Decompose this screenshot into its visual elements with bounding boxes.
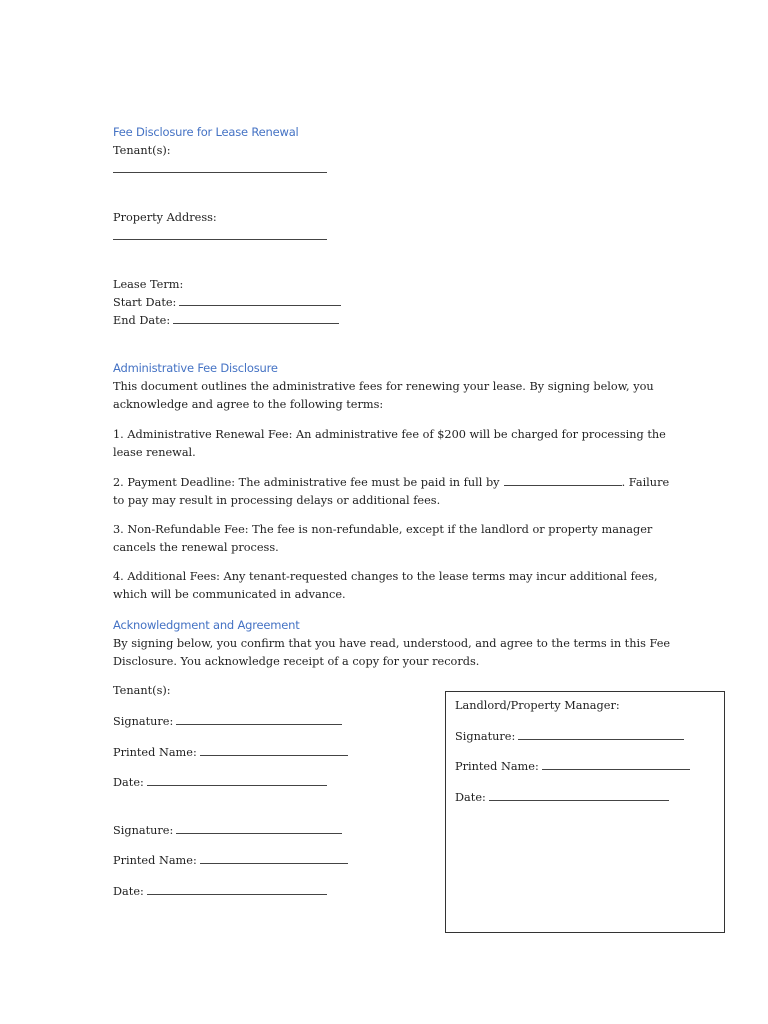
landlord-signature-blank [518, 727, 684, 740]
term-item-3: 3. Non-Refundable Fee: The fee is non-refundable, except if the landlord or property manager cancels the renewal process. [113, 523, 653, 554]
start-date-label: Start Date: [113, 296, 177, 309]
tenant-1-date-blank [147, 773, 327, 786]
acknowledgment-heading: Acknowledgment and Agreement [113, 618, 300, 632]
tenant-2-date-blank [147, 882, 327, 895]
property-address-blank-line [113, 239, 327, 240]
tenant-1-printed-name-blank [200, 743, 348, 756]
tenant-1-signature-row [113, 712, 342, 730]
term-item-2-text-a: 2. Payment Deadline: The administrative fee must be paid in full by [113, 476, 500, 489]
tenant-2-signature-blank [176, 821, 342, 834]
start-date-row [113, 293, 341, 311]
landlord-date-label: Date: [455, 791, 486, 804]
property-address-label: Property Address: [113, 211, 217, 224]
end-date-row [113, 311, 339, 329]
landlord-signature-label: Signature: [455, 730, 516, 743]
tenant-2-printed-name-blank [200, 851, 348, 864]
tenants-blank-line [113, 172, 327, 173]
tenants-label: Tenant(s): [113, 144, 171, 157]
tenant-2-printed-name-label: Printed Name: [113, 854, 197, 867]
landlord-printed-name-row [455, 757, 690, 775]
tenant-2-signature-label: Signature: [113, 824, 174, 837]
landlord-date-blank [489, 788, 669, 801]
landlord-printed-name-label: Printed Name: [455, 760, 539, 773]
term-item-4: 4. Additional Fees: Any tenant-requested changes to the lease terms may incur additional fees, which will be communicated in advance. [113, 570, 658, 601]
end-date-label: End Date: [113, 314, 171, 327]
term-item-2 [113, 473, 673, 509]
term-item-2-text-b: . Failure to pay may result in processing delays or additional fees. [113, 476, 670, 507]
tenant-2-signature-row [113, 821, 342, 839]
document-title: Fee Disclosure for Lease Renewal [113, 125, 299, 139]
tenant-1-printed-name-row [113, 743, 348, 761]
lease-term-label: Lease Term: [113, 278, 184, 291]
tenant-1-signature-label: Signature: [113, 715, 174, 728]
landlord-signature-row [455, 727, 684, 745]
end-date-blank [173, 311, 339, 324]
acknowledgment-text: By signing below, you confirm that you have read, understood, and agree to the terms in this Fee Disclosure. You acknowledge receipt of a copy for your records. [113, 637, 671, 668]
tenant-1-signature-blank [176, 712, 342, 725]
landlord-date-row [455, 788, 669, 806]
tenant-2-date-row [113, 882, 327, 900]
term-item-1: 1. Administrative Renewal Fee: An administrative fee of $200 will be charged for processing the lease renewal. [113, 428, 666, 459]
tenant-2-printed-name-row [113, 851, 348, 869]
tenant-1-date-label: Date: [113, 776, 144, 789]
landlord-printed-name-blank [542, 757, 690, 770]
tenant-signatures-label: Tenant(s): [113, 684, 171, 697]
tenant-2-date-label: Date: [113, 885, 144, 898]
landlord-signature-box [445, 691, 725, 933]
admin-fee-heading: Administrative Fee Disclosure [113, 361, 278, 375]
start-date-blank [179, 293, 341, 306]
tenant-1-printed-name-label: Printed Name: [113, 746, 197, 759]
admin-intro-text: This document outlines the administrative fees for renewing your lease. By signing below, you acknowledge and agree to the following terms: [113, 380, 654, 411]
payment-deadline-blank [504, 473, 622, 486]
tenant-1-date-row [113, 773, 327, 791]
landlord-label: Landlord/Property Manager: [455, 699, 620, 712]
